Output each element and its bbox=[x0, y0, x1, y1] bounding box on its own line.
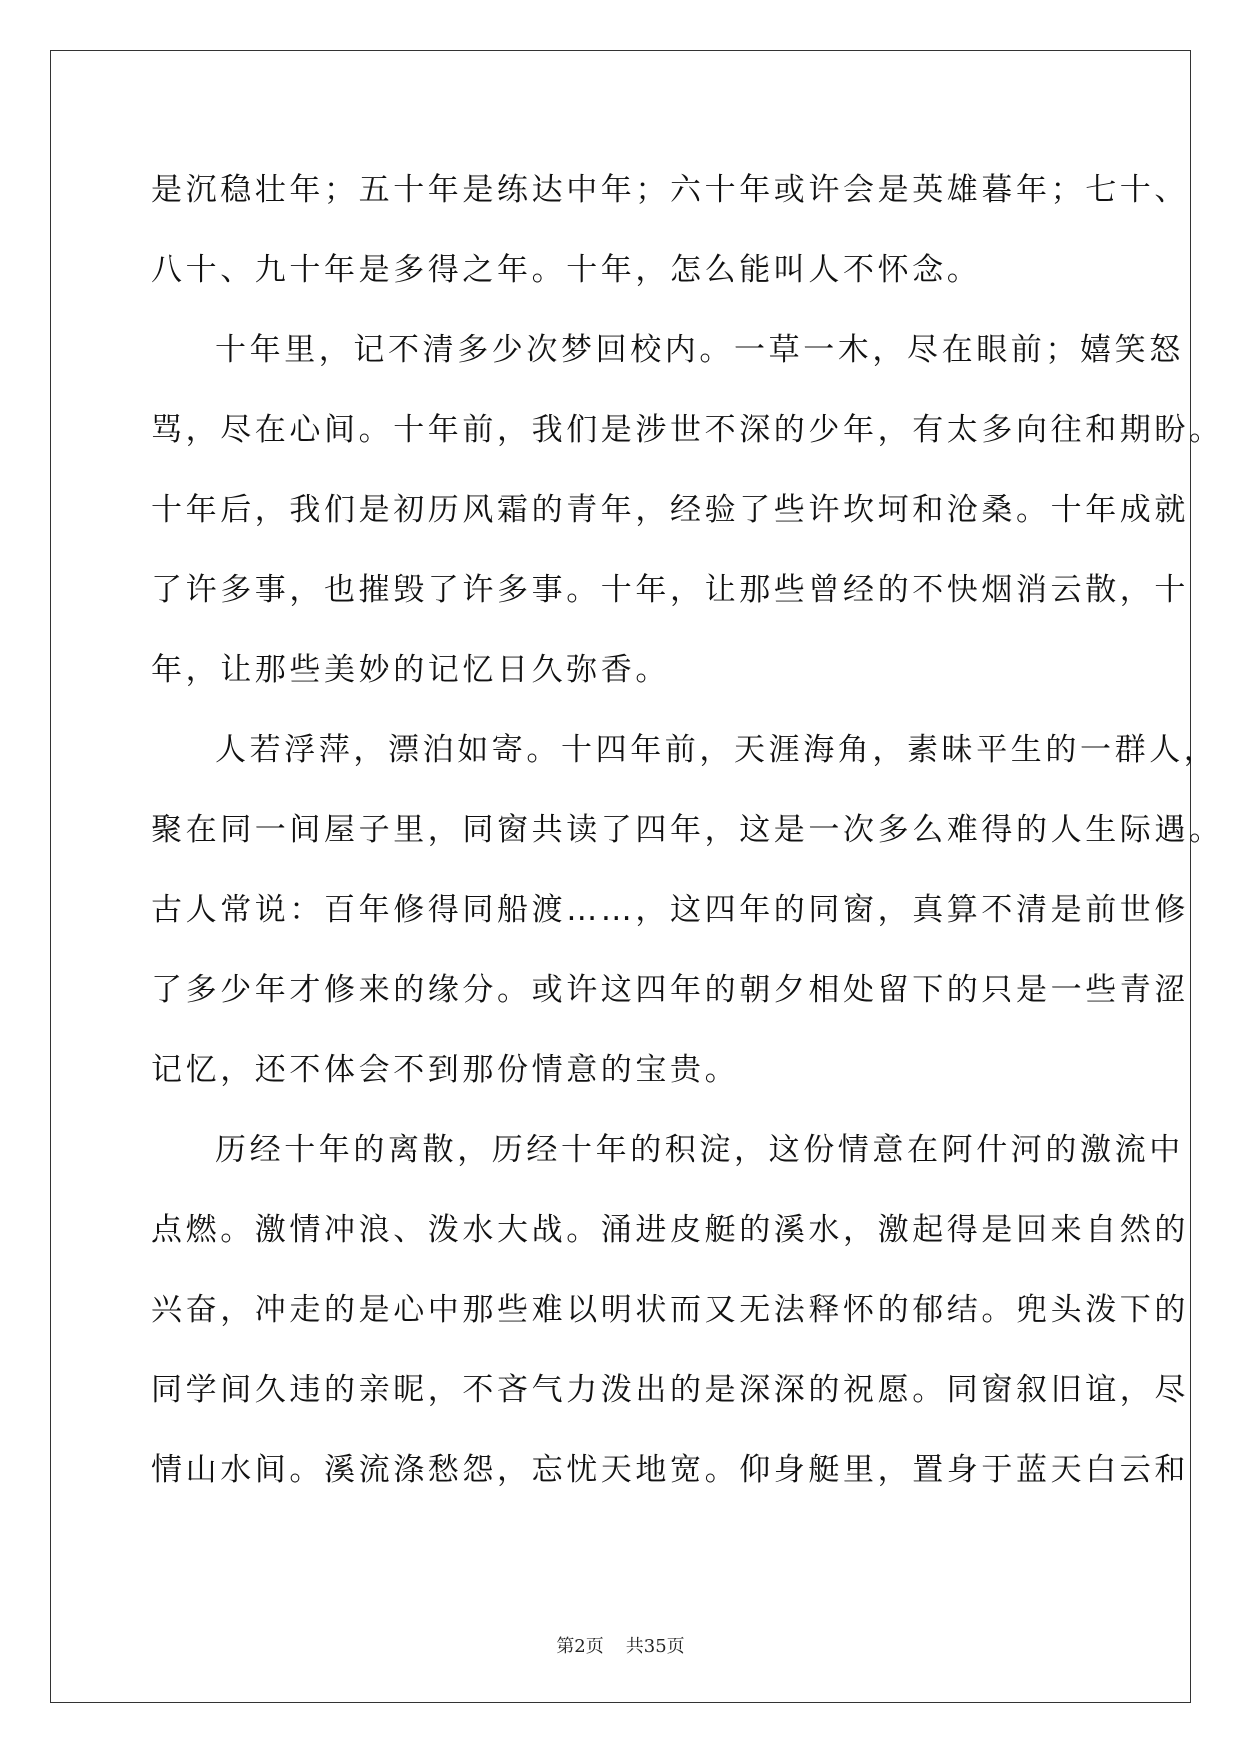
text-line: 了多少年才修来的缘分。或许这四年的朝夕相处留下的只是一些青涩 bbox=[151, 972, 1189, 1008]
text-line: 八十、九十年是多得之年。十年，怎么能叫人不怀念。 bbox=[151, 252, 982, 288]
text-line: 聚在同一间屋子里，同窗共读了四年，这是一次多么难得的人生际遇。 bbox=[151, 812, 1224, 848]
text-line: 同学间久违的亲昵，不吝气力泼出的是深深的祝愿。同窗叙旧谊，尽 bbox=[151, 1372, 1189, 1408]
page-total: 共35页 bbox=[625, 1636, 685, 1657]
text-line: 点燃。激情冲浪、泼水大战。涌进皮艇的溪水，激起得是回来自然的 bbox=[151, 1212, 1189, 1248]
text-line: 记忆，还不体会不到那份情意的宝贵。 bbox=[151, 1052, 740, 1088]
text-line: 情山水间。溪流涤愁怨，忘忧天地宽。仰身艇里，置身于蓝天白云和 bbox=[151, 1452, 1189, 1488]
text-line: 年，让那些美妙的记忆日久弥香。 bbox=[151, 652, 670, 688]
document-body bbox=[151, 162, 1224, 1522]
text-line: 历经十年的离散，历经十年的积淀，这份情意在阿什河的激流中 bbox=[215, 1132, 1184, 1168]
text-line: 十年后，我们是初历风霜的青年，经验了些许坎坷和沧桑。十年成就 bbox=[151, 492, 1189, 528]
text-line: 古人常说：百年修得同船渡……，这四年的同窗，真算不清是前世修 bbox=[151, 892, 1189, 928]
text-line: 兴奋，冲走的是心中那些难以明状而又无法释怀的郁结。兜头泼下的 bbox=[151, 1292, 1189, 1328]
text-line: 人若浮萍，漂泊如寄。十四年前，天涯海角，素昧平生的一群人， bbox=[215, 732, 1219, 768]
page-footer bbox=[0, 1632, 1241, 1658]
text-line: 十年里，记不清多少次梦回校内。一草一木，尽在眼前；嬉笑怒 bbox=[215, 332, 1184, 368]
text-line: 骂，尽在心间。十年前，我们是涉世不深的少年，有太多向往和期盼。 bbox=[151, 412, 1224, 448]
text-line: 是沉稳壮年；五十年是练达中年；六十年或许会是英雄暮年；七十、 bbox=[151, 172, 1189, 208]
text-line: 了许多事，也摧毁了许多事。十年，让那些曾经的不快烟消云散，十 bbox=[151, 572, 1189, 608]
page-number: 第2页 bbox=[556, 1636, 604, 1657]
